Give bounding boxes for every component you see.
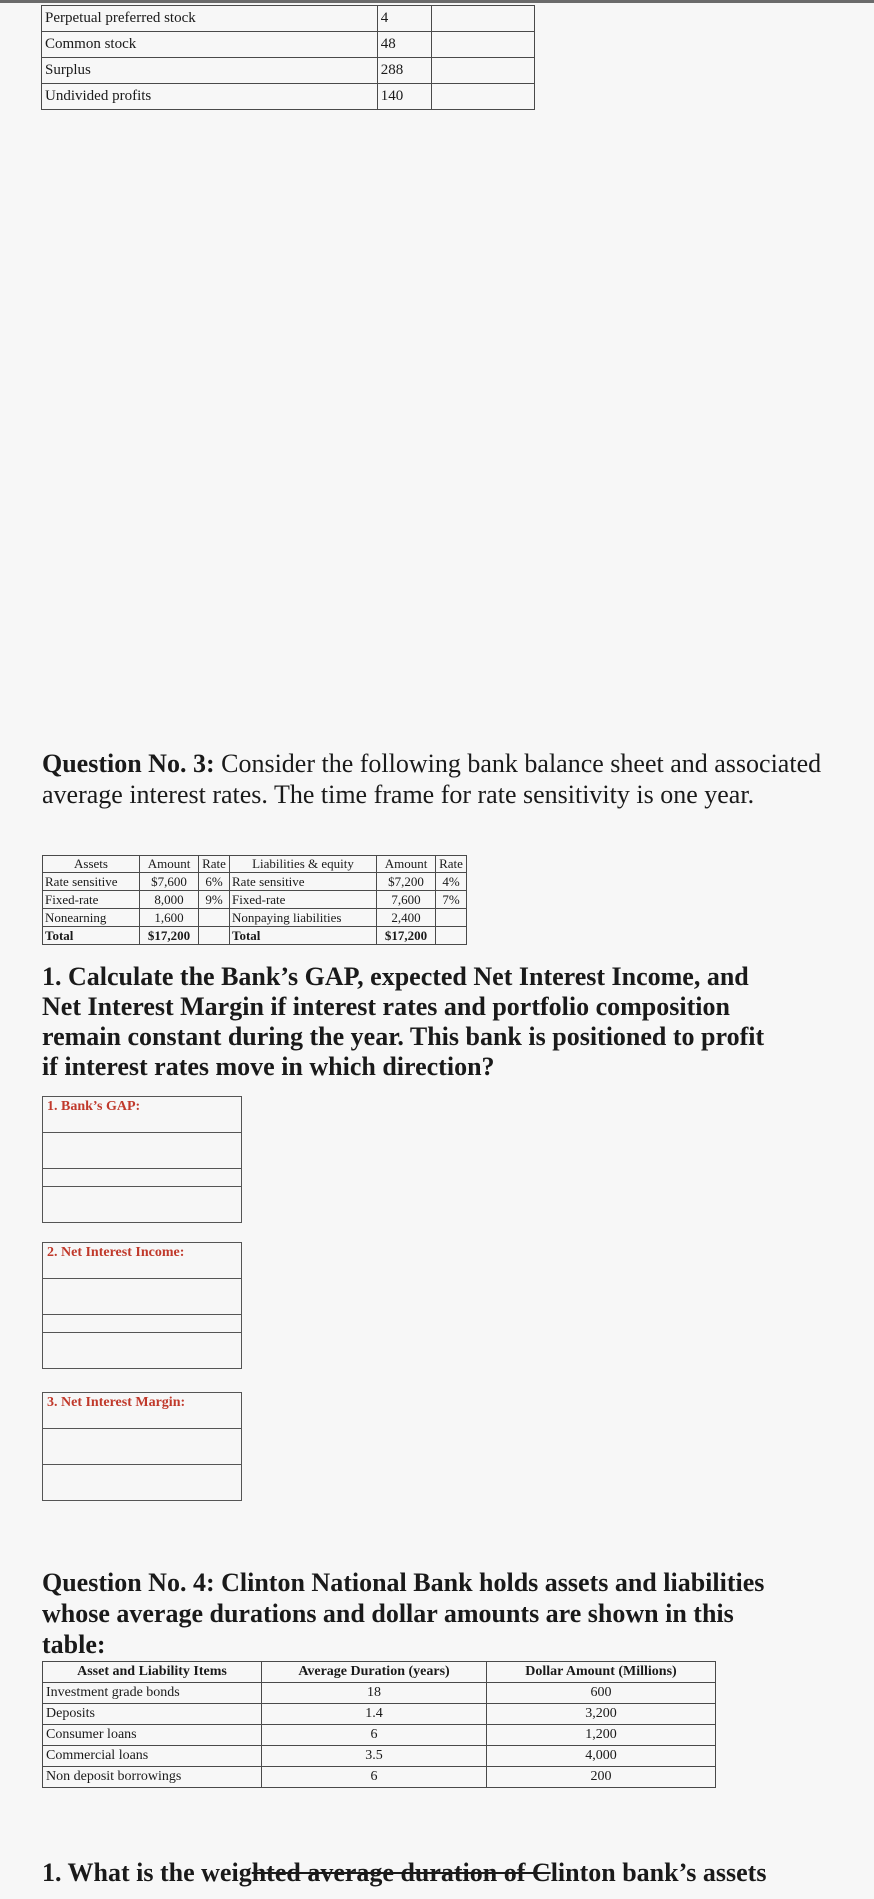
table-cell: 4,000 xyxy=(487,1746,716,1767)
text-fragment: linton bank’s assets xyxy=(550,1858,767,1887)
column-header: Rate xyxy=(199,856,230,873)
struck-text: hted average duration of C xyxy=(251,1858,551,1887)
table-cell: 200 xyxy=(487,1767,716,1788)
text-line: Question No. 4: Clinton National Bank holds assets and liabilities xyxy=(42,1568,765,1597)
table-header-row xyxy=(43,1662,716,1683)
table-cell: 600 xyxy=(487,1683,716,1704)
answer-field[interactable] xyxy=(43,1133,241,1169)
table-cell: Nonearning xyxy=(43,909,140,927)
table-cell: Rate sensitive xyxy=(230,873,377,891)
table-cell: 1,600 xyxy=(140,909,199,927)
gap-answer-box xyxy=(42,1096,242,1223)
table-row xyxy=(43,891,467,909)
table-row xyxy=(43,1746,716,1767)
table-cell: 3,200 xyxy=(487,1704,716,1725)
answer-field[interactable] xyxy=(43,1333,241,1369)
table-cell: $17,200 xyxy=(377,927,436,945)
table-cell: $7,600 xyxy=(140,873,199,891)
net-interest-income-label: 2. Net Interest Income: xyxy=(43,1243,241,1279)
duration-table xyxy=(42,1661,716,1788)
table-cell: Total xyxy=(43,927,140,945)
table-row xyxy=(42,84,535,110)
balance-sheet-table xyxy=(42,855,467,945)
table-row xyxy=(43,1767,716,1788)
text-line: if interest rates move in which direction? xyxy=(42,1052,495,1081)
row-value: 288 xyxy=(377,58,431,84)
table-row xyxy=(42,58,535,84)
column-header: Rate xyxy=(436,856,467,873)
table-cell xyxy=(436,927,467,945)
question-3-label: Question No. 3: xyxy=(42,749,215,778)
table-cell: Investment grade bonds xyxy=(43,1683,262,1704)
table-cell: 3.5 xyxy=(262,1746,487,1767)
table-row xyxy=(42,6,535,32)
column-header: Dollar Amount (Millions) xyxy=(487,1662,716,1683)
table-cell: 1.4 xyxy=(262,1704,487,1725)
table-cell: 6% xyxy=(199,873,230,891)
spacer xyxy=(43,1315,241,1333)
table-cell: Deposits xyxy=(43,1704,262,1725)
net-interest-margin-box xyxy=(42,1392,242,1501)
table-row xyxy=(43,1683,716,1704)
column-header: Average Duration (years) xyxy=(262,1662,487,1683)
table-row-total xyxy=(43,927,467,945)
row-label: Undivided profits xyxy=(42,84,378,110)
table-cell: 8,000 xyxy=(140,891,199,909)
table-cell xyxy=(199,909,230,927)
empty-cell xyxy=(431,32,534,58)
text-line: table: xyxy=(42,1630,106,1659)
net-interest-income-box xyxy=(42,1242,242,1369)
row-value: 140 xyxy=(377,84,431,110)
question-3-body: Consider the following bank balance sheet and associated average interest rates. The time frame for rate sensitivity is one year. xyxy=(42,749,822,809)
table-cell: Rate sensitive xyxy=(43,873,140,891)
table-cell: Non deposit borrowings xyxy=(43,1767,262,1788)
text-line: whose average durations and dollar amounts are shown in this xyxy=(42,1599,734,1628)
row-value: 48 xyxy=(377,32,431,58)
column-header: Asset and Liability Items xyxy=(43,1662,262,1683)
text-line: Net Interest Margin if interest rates and portfolio composition xyxy=(42,992,730,1021)
empty-cell xyxy=(431,58,534,84)
table-cell: 9% xyxy=(199,891,230,909)
table-cell: Nonpaying liabilities xyxy=(230,909,377,927)
table-cell: 6 xyxy=(262,1767,487,1788)
text-line: 1. Calculate the Bank’s GAP, expected Net Interest Income, and xyxy=(42,962,749,991)
question-3-text xyxy=(42,748,872,810)
table-cell: 18 xyxy=(262,1683,487,1704)
column-header: Liabilities & equity xyxy=(230,856,377,873)
table-cell xyxy=(199,927,230,945)
table-row xyxy=(42,32,535,58)
net-interest-margin-label: 3. Net Interest Margin: xyxy=(43,1393,241,1429)
table-cell xyxy=(436,909,467,927)
text-line: remain constant during the year. This bank is positioned to profit xyxy=(42,1022,765,1051)
table-header-row xyxy=(43,856,467,873)
row-label: Common stock xyxy=(42,32,378,58)
table-cell: 2,400 xyxy=(377,909,436,927)
table-row xyxy=(43,1725,716,1746)
answer-field[interactable] xyxy=(43,1429,241,1465)
answer-field[interactable] xyxy=(43,1465,241,1501)
table-cell: 1,200 xyxy=(487,1725,716,1746)
row-value: 4 xyxy=(377,6,431,32)
table-cell: 7% xyxy=(436,891,467,909)
row-label: Perpetual preferred stock xyxy=(42,6,378,32)
table-row xyxy=(43,1704,716,1725)
table-cell: 7,600 xyxy=(377,891,436,909)
top-divider xyxy=(0,0,874,3)
spacer xyxy=(43,1169,241,1187)
equity-table xyxy=(41,5,535,110)
column-header: Amount xyxy=(377,856,436,873)
text-fragment: 1. What is the weig xyxy=(42,1858,252,1887)
empty-cell xyxy=(431,6,534,32)
question-4-part-1 xyxy=(42,1858,874,1888)
question-3-part-1 xyxy=(42,962,874,1082)
column-header: Assets xyxy=(43,856,140,873)
column-header: Amount xyxy=(140,856,199,873)
table-cell: Fixed-rate xyxy=(230,891,377,909)
table-row xyxy=(43,873,467,891)
row-label: Surplus xyxy=(42,58,378,84)
answer-field[interactable] xyxy=(43,1279,241,1315)
table-cell: $17,200 xyxy=(140,927,199,945)
table-cell: Consumer loans xyxy=(43,1725,262,1746)
table-cell: 6 xyxy=(262,1725,487,1746)
gap-label: 1. Bank’s GAP: xyxy=(43,1097,241,1133)
table-cell: Commercial loans xyxy=(43,1746,262,1767)
question-4-text xyxy=(42,1567,874,1660)
table-cell: $7,200 xyxy=(377,873,436,891)
answer-field[interactable] xyxy=(43,1187,241,1223)
table-cell: 4% xyxy=(436,873,467,891)
table-row xyxy=(43,909,467,927)
empty-cell xyxy=(431,84,534,110)
table-cell: Fixed-rate xyxy=(43,891,140,909)
table-cell: Total xyxy=(230,927,377,945)
